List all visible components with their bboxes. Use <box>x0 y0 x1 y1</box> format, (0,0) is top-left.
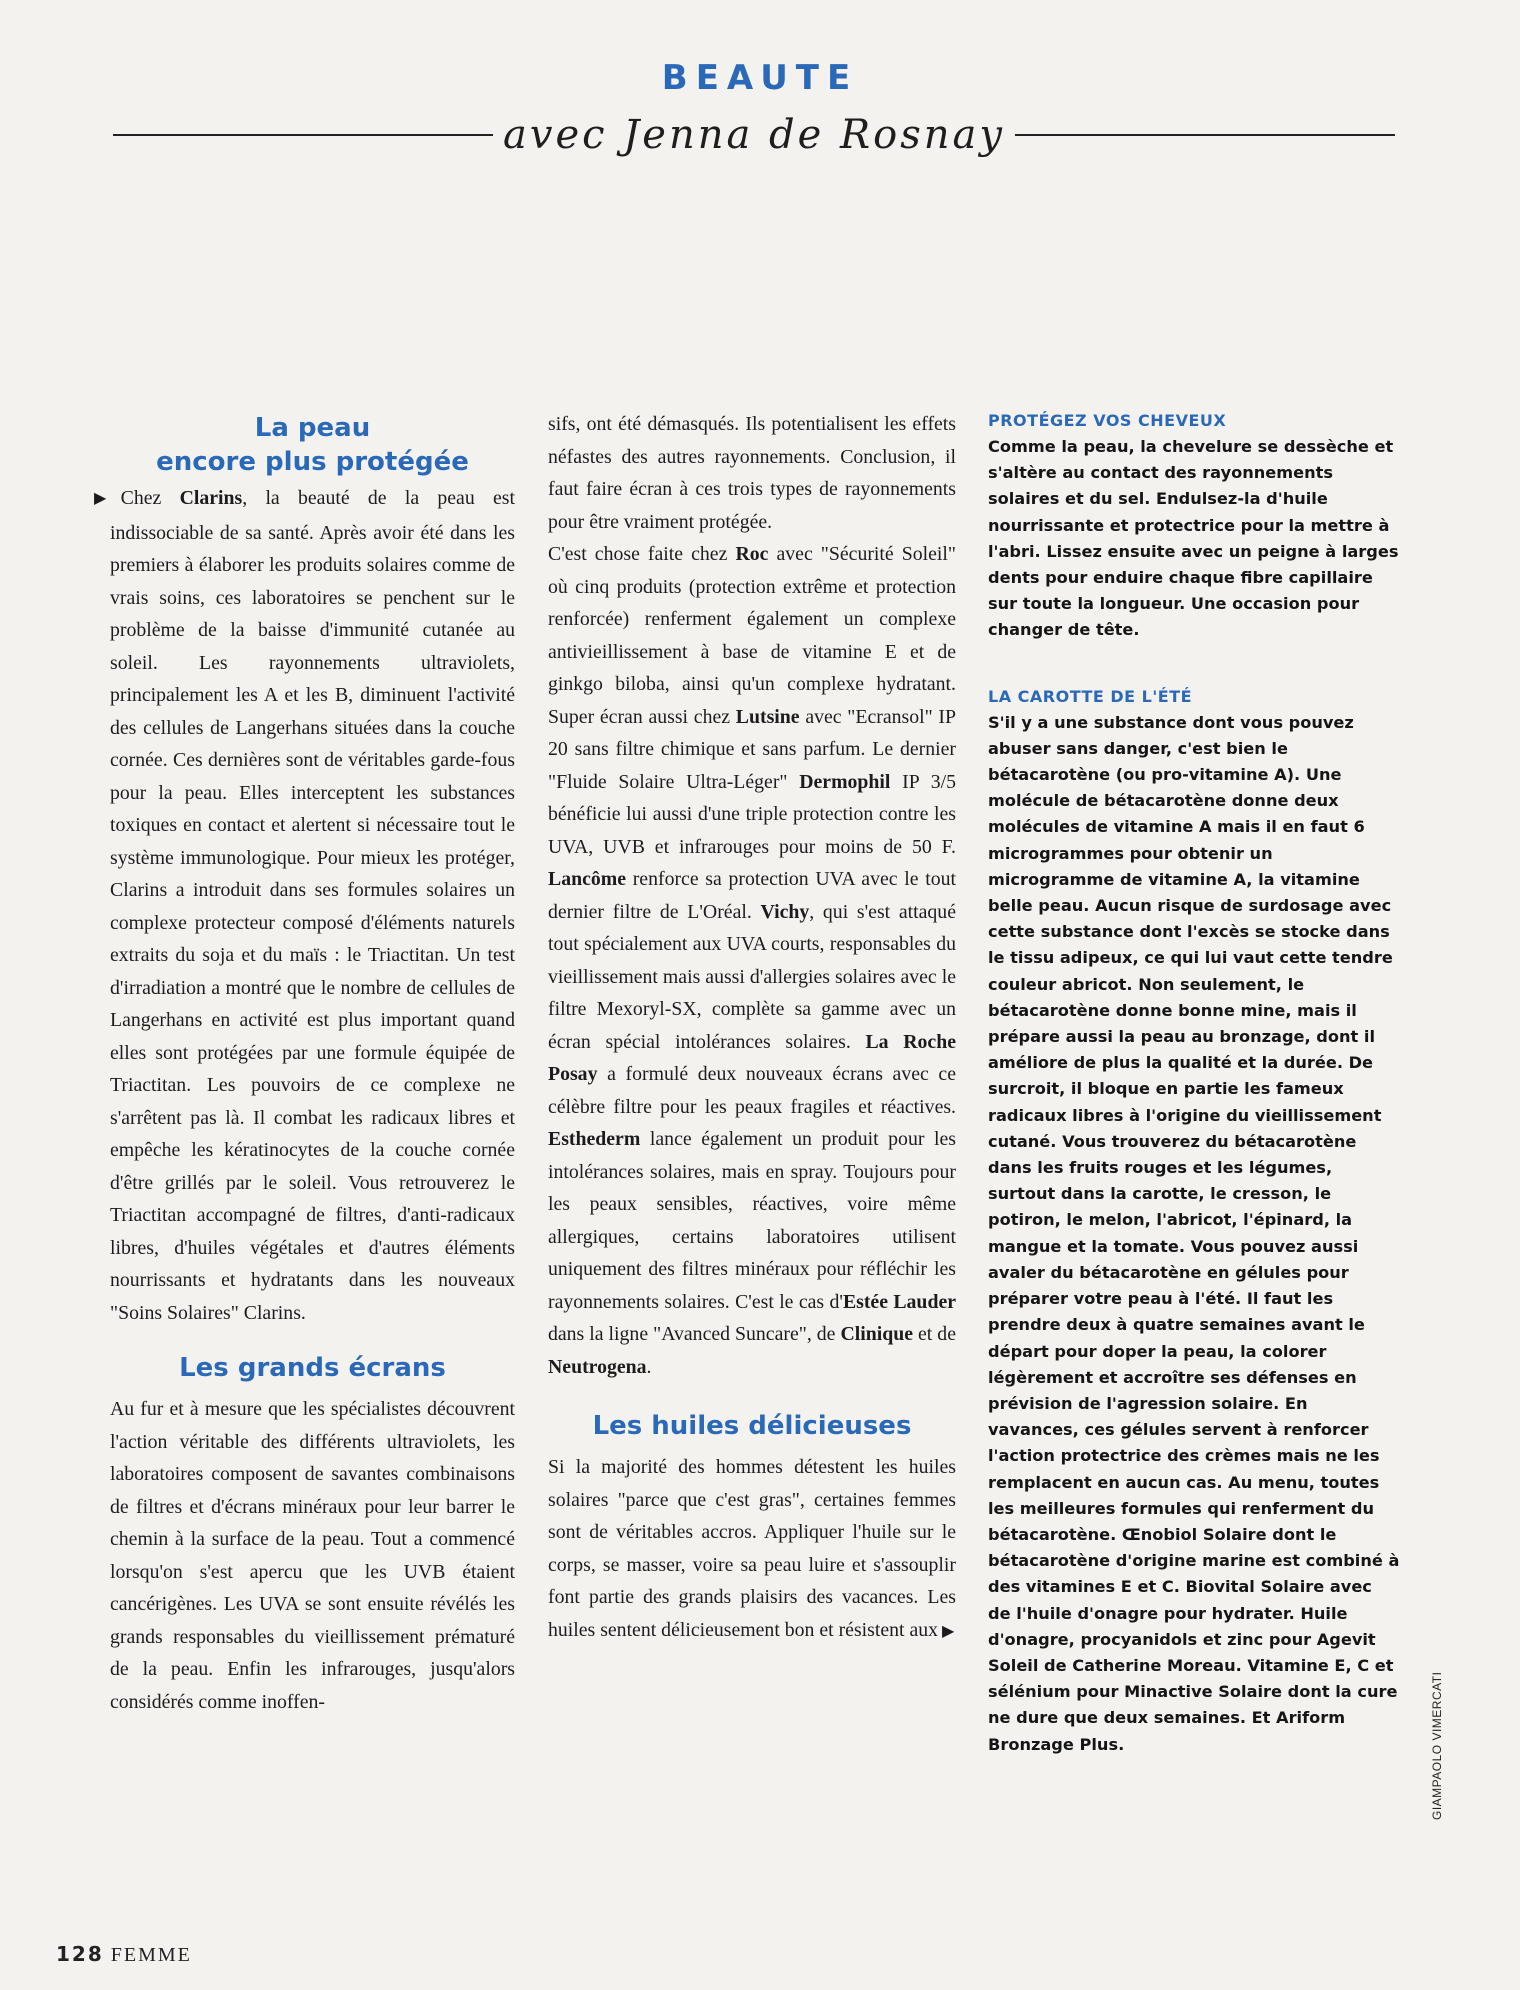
brand-estee-lauder: Estée Lauder <box>842 1290 956 1313</box>
text-run: renforce sa protection UVA avec le tout dernier filtre de L'Oréal. <box>548 868 956 923</box>
text-run: dans la ligne "Avanced Suncare", de <box>548 1323 841 1345</box>
text-run: lance également un produit pour les intolérances solaires, mais en spray. Toujours pour les peaux sensibles, réactives, voire même allergiques, certains laboratoires utilisent uniquement des filtres minéraux pour réfléchir les rayonnements solaires. C'est le cas d' <box>548 1128 956 1313</box>
text-run: IP 3/5 bénéficie lui aussi d'une triple protection contre les UVA, UVB et infrarouges pour moins de 50 F. <box>548 770 956 858</box>
brand-neutrogena: Neutrogena <box>548 1355 647 1378</box>
text-run: , qui s'est attaqué tout spécialement aux UVA courts, responsables du vieillissement mais aussi d'allergies solaires avec le filtre Mexoryl-SX, complète sa gamme avec un écran spécial intolérances solaires. <box>548 900 956 1053</box>
continue-arrow-icon: ▶ <box>942 1622 955 1640</box>
text-run: avec "Sécurité Soleil" où cinq produits (protection extrême et protection renforcée) renferment également un complexe antivieillissement à base de vitamine E et de ginkgo biloba, ainsi qu'un complexe hydratant. Super écran aussi chez <box>548 543 957 728</box>
page-number: 128 <box>56 1942 104 1966</box>
byline: avec Jenna de Rosnay <box>503 112 1005 158</box>
arrow-icon: ▶ <box>94 490 120 507</box>
brand-dermophil: Dermophil <box>799 770 891 793</box>
heading-peau-line2: encore plus protégée <box>156 447 469 477</box>
sidebar-text-carotte: S'il y a une substance dont vous pouvez abuser sans danger, c'est bien le bétacarotène (ou pro-vitamine A). Une molécule de bétacarotène donne deux molécules de vitamine A mais il en faut 6 microgrammes pour obtenir un microgramme de vitamine A, la vitamine belle peau. Aucun risque de surdosage avec cette substance dont l'excès se stocke dans le tissu adipeux, ce qui lui vaut cette tendre couleur abricot. Non seulement, le bétacarotène donne bonne mine, mais il prépare aussi la peau au bronzage, dont il améliore de plus la qualité et la durée. De surcroit, il bloque en partie les fameux radicaux libres à l'origine du vieillissement cutané. Vous trouverez du bétacarotène dans les fruits rouges et les légumes, surtout dans la carotte, le cresson, le potiron, le melon, l'abricot, l'épinard, la mangue et la tomate. Vous pouvez aussi avaler du bétacarotène en gélules pour préparer votre peau à l'été. Il faut les prendre deux à quatre semaines avant le départ pour doper la peau, la colorer légèrement et accroître ses défenses en prévision de l'agression solaire. En vavances, ces gélules servent à renforcer l'action protectrice des crèmes mais ne les remplacent en aucun cas. Au menu, toutes les meilleures formules qui renferment du bétacarotène. Œnobiol Solaire dont le bétacarotène d'origine marine est combiné à des vitamines E et C. Biovital Solaire avec de l'huile d'onagre pour hydrater. Huile d'onagre, procyanidols et zinc pour Agevit Soleil de Catherine Moreau. Vitamine E, C et sélénium pour Minactive Solaire dont la cure ne dure que deux semaines. Et Ariform Bronzage Plus. <box>988 712 1400 1754</box>
right-rule <box>1015 134 1395 136</box>
brand-esthederm: Esthederm <box>548 1128 641 1150</box>
text-run: a formulé deux nouveaux écrans avec ce célèbre filtre pour les peaux fragiles et réactives. <box>548 1063 956 1118</box>
paragraph-ecrans: Au fur et à mesure que les spécialistes découvrent l'action véritable des différents ultraviolets, les laboratoires composent de savantes combinaisons de filtres et d'écrans minéraux pour leur barrer le chemin à la surface de la peau. Tout a commencé lorsqu'on s'est apercu que les UVB étaient cancérigènes. Les UVA se sont ensuite révélés les grands responsables du vieillissement prématuré de la peau. Enfin les infrarouges, jusqu'alors considérés comme inoffen- <box>110 1398 515 1713</box>
column-1 <box>94 408 515 1718</box>
column-3-sidebar <box>988 408 1400 1758</box>
heading-huiles: Les huiles délicieuses <box>592 1411 912 1441</box>
folio <box>56 1942 192 1967</box>
heading-ecrans: Les grands écrans <box>179 1353 446 1383</box>
sidebar-title-carotte: LA CAROTTE DE L'ÉTÉ <box>988 686 1193 706</box>
paragraph-brands <box>548 538 956 1383</box>
magazine-name: FEMME <box>110 1944 192 1966</box>
text-run: et de <box>913 1323 956 1345</box>
left-rule <box>113 134 493 136</box>
spacer <box>988 644 1400 684</box>
brand-lutsine: Lutsine <box>735 705 800 728</box>
text-run: , la beauté de la peau est indissociable de sa santé. Après avoir été dans les premiers à élaborer les produits solaires comme de vrais soins, ces laboratoires se penchent sur le problème de la baisse d'immunité cutanée au soleil. Les rayonnements ultraviolets, principalement les A et les B, diminuent l'activité des cellules de Langerhans situées dans la couche cornée. Ces dernières sont de véritables garde-fous pour la peau. Elles interceptent les substances toxiques en contact et alertent si nécessaire tout le système immunologique. Pour mieux les protéger, Clarins a introduit dans ses formules solaires un complexe protecteur composé d'éléments naturels extraits du soja et du maïs : le Triactitan. Un test d'irradiation a montré que le nombre de cellules de Langerhans en activité est plus important quand elles sont protégées par une formule équipée de Triactitan. Les pouvoirs de ce complexe ne s'arrêtent pas là. Il combat les radicaux libres et empêche les kératinocytes de la couche cornée d'être grillés par le soleil. Vous retrouverez le Triactitan accompagné de filtres, d'anti-radicaux libres, d'huiles végétales et d'autres éléments nourrissants et hydratants dans les nouveaux "Soins Solaires" Clarins. <box>110 487 515 1324</box>
photo-credit: GIAMPAOLO VIMERCATI <box>1430 1671 1444 1820</box>
brand-clarins: Clarins <box>179 487 243 509</box>
heading-peau-line1: La peau <box>254 413 371 443</box>
brand-la-roche-posay: La Roche Posay <box>548 1030 956 1085</box>
text-run: C'est chose faite chez <box>548 543 736 565</box>
brand-roc: Roc <box>735 543 769 565</box>
text-run: . <box>646 1355 652 1378</box>
paragraph-continuation: sifs, ont été démasqués. Ils potentialisent les effets néfastes des autres rayonnements. Conclusion, il faut faire écran à ces trois types de rayonnements pour être vraiment protégée. <box>548 413 956 533</box>
text-run: avec "Ecransol" IP 20 sans filtre chimique et sans parfum. Le dernier "Fluide Solaire Ultra-Léger" <box>548 705 957 793</box>
text-run: Si la majorité des hommes détestent les huiles solaires "parce que c'est gras", certaines femmes sont de véritables accros. Appliquer l'huile sur le corps, se masser, voire sa peau luire et s'assouplir font partie des grands plaisirs des vacances. Les huiles sentent délicieusement bon et résistent aux <box>548 1456 956 1641</box>
paragraph-clarins <box>94 482 515 1329</box>
heading-peau <box>110 411 515 479</box>
sidebar-text-cheveux: Comme la peau, la chevelure se dessèche et s'altère au contact des rayonnements solaires et du sel. Endulsez-la d'huile nourrissante et protectrice pour la mettre à l'abri. Lissez ensuite avec un peigne à larges dents pour enduire chaque fibre capillaire sur toute la longueur. Une occasion pour changer de tête. <box>988 437 1399 640</box>
section-rubric: BEAUTE <box>661 58 859 98</box>
byline-row <box>113 110 1395 160</box>
brand-vichy: Vichy <box>760 900 810 923</box>
column-2 <box>548 408 956 1648</box>
text-run: Chez <box>120 487 180 509</box>
brand-lancome: Lancôme <box>548 868 627 890</box>
brand-clinique: Clinique <box>840 1323 914 1345</box>
paragraph-huiles <box>548 1451 956 1648</box>
sidebar-title-cheveux: PROTÉGEZ VOS CHEVEUX <box>988 411 1227 430</box>
